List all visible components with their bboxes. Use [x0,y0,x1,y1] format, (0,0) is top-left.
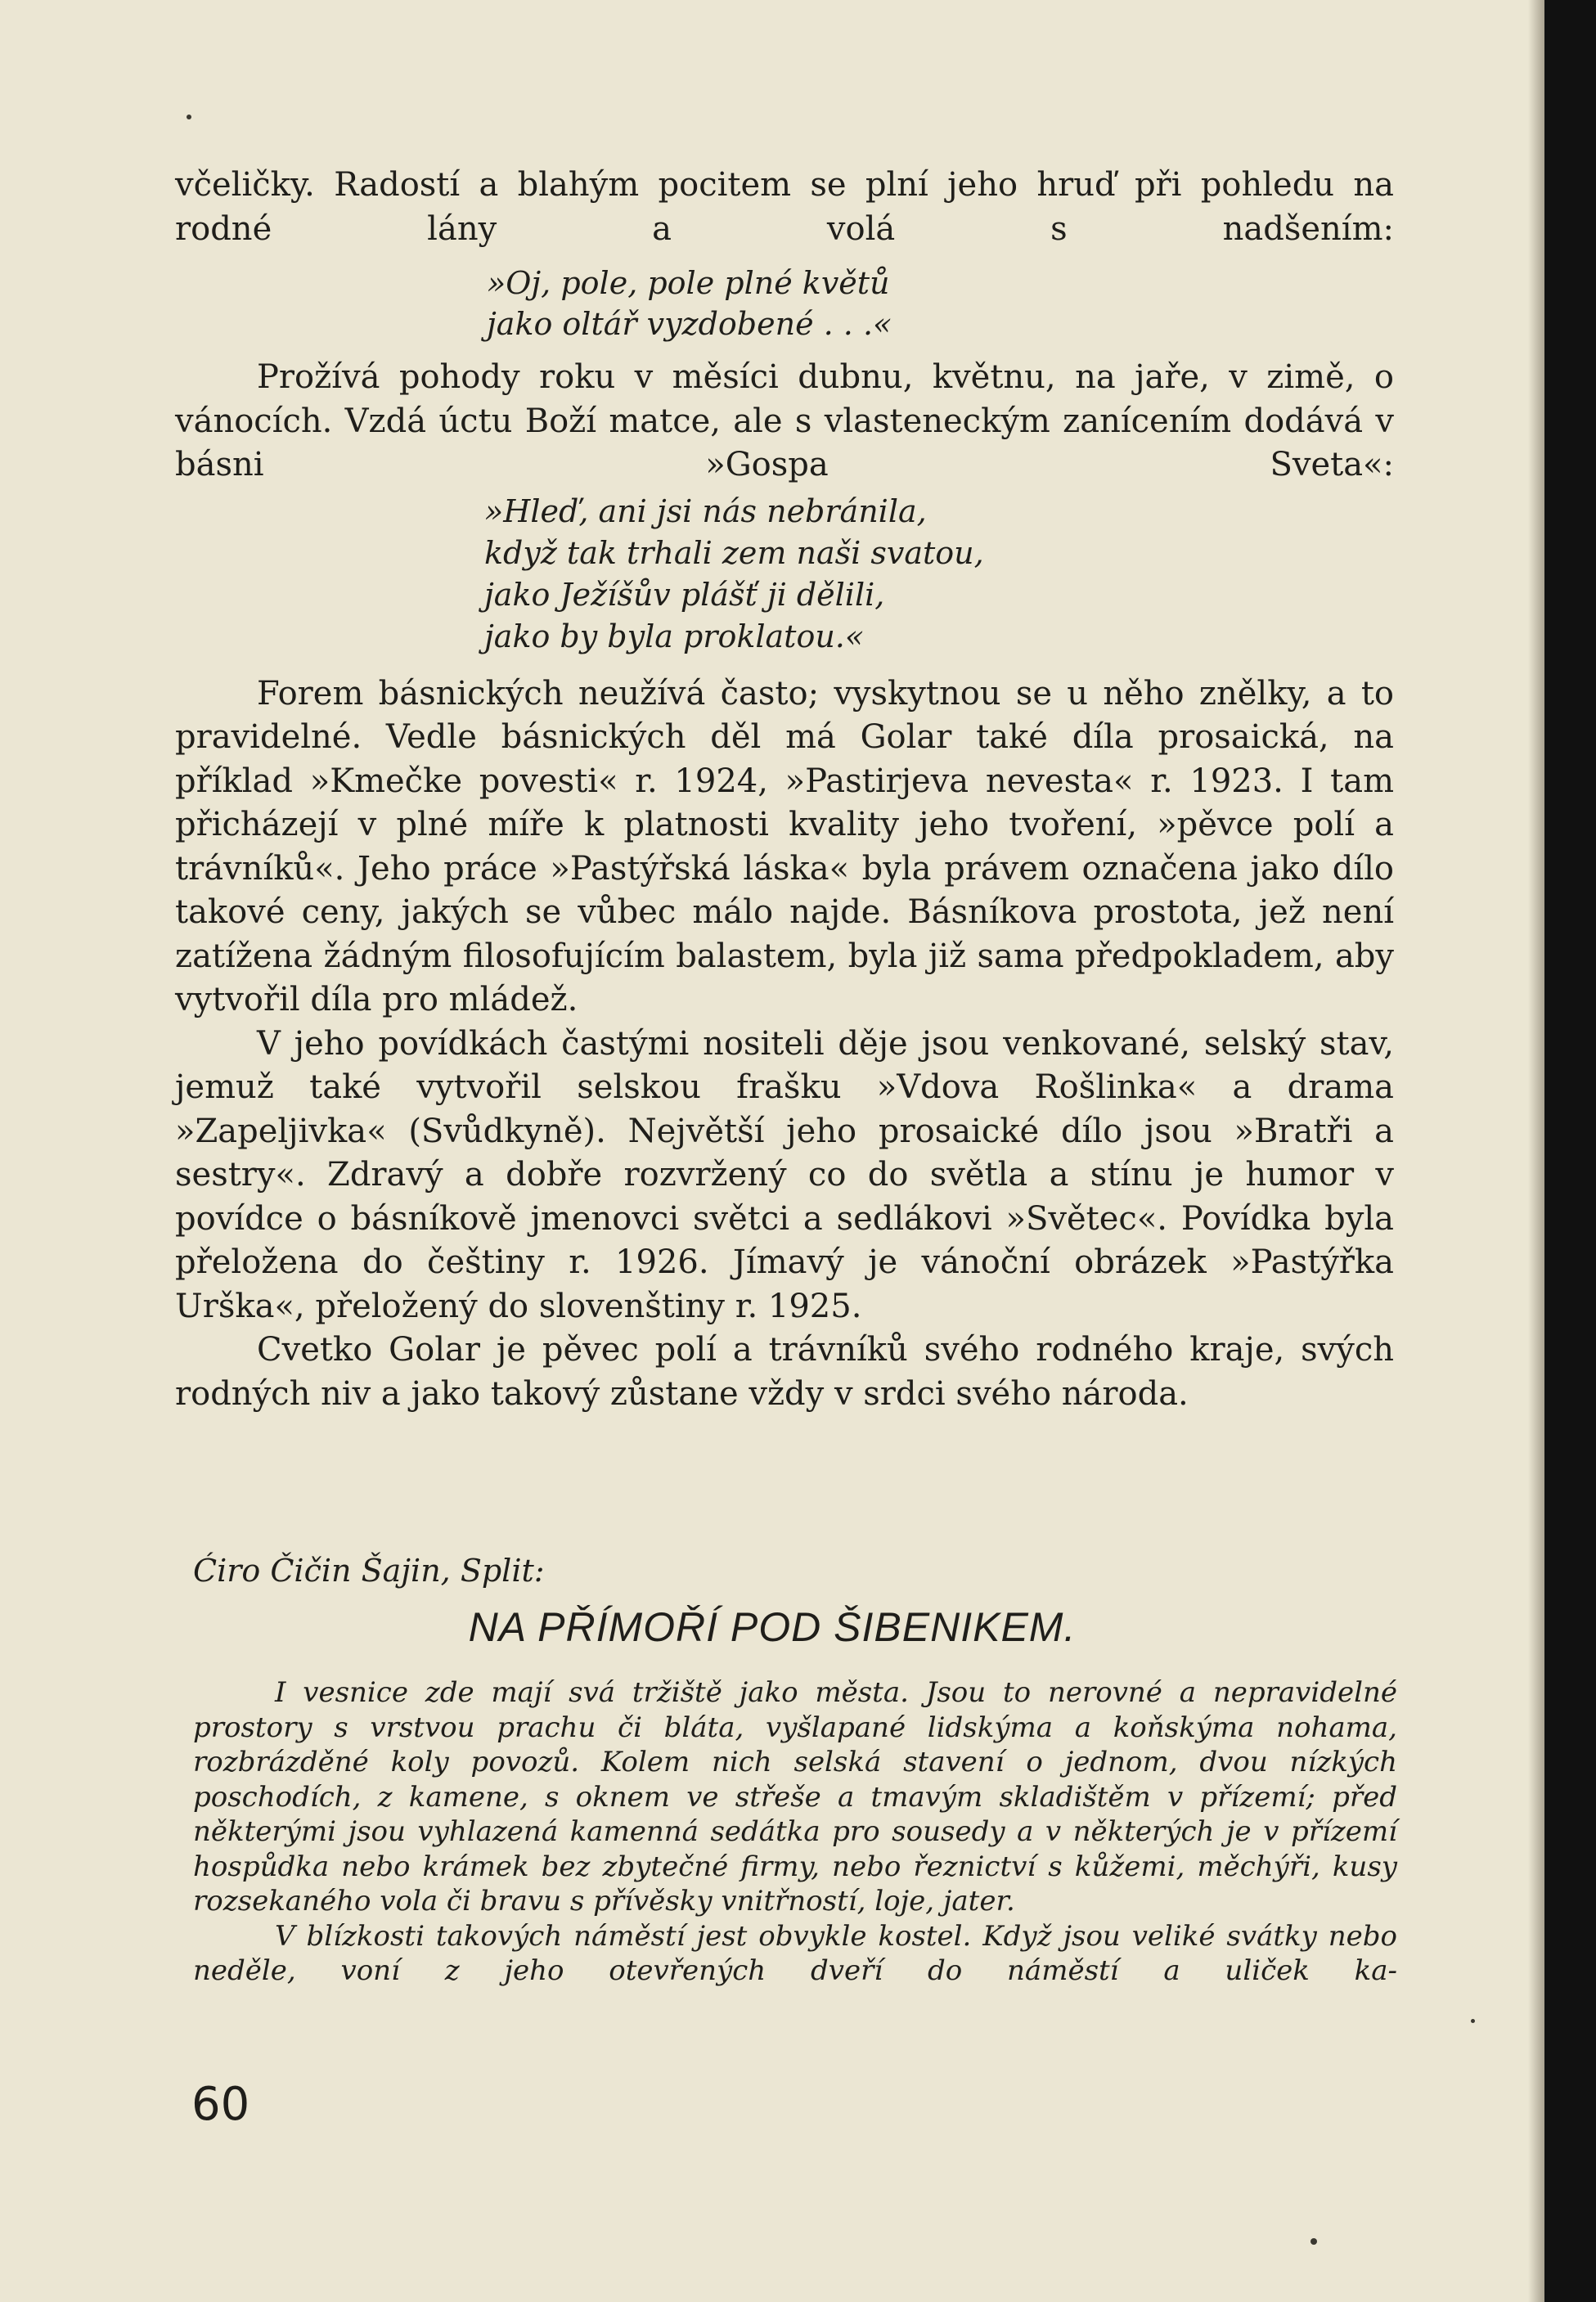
verse-line: jako oltář vyzdobené . . .« [487,306,892,342]
page-number: 60 [191,2078,250,2131]
story-author: Ćiro Čičin Šajin, Split: [193,1553,545,1589]
paragraph: včeličky. Radostí a blahým pocitem se plní jeho hruď při pohledu na rodné lány a volá s nadšením: [175,166,1394,248]
paragraph: Prožívá pohody roku v měsíci dubnu, květnu, na jaře, v zimě, o vánocích. Vzdá úctu Boží matce, ale s vlasteneckým zanícením dodává v básni »Gospa Sveta«: [175,358,1394,483]
verse-line: »Oj, pole, pole plné květů [487,265,890,301]
book-spine [1544,0,1596,2302]
verse-quote [484,491,1394,658]
verse-line: jako by byla proklatou.« [484,618,865,654]
paragraph: V blízkosti takových náměstí jest obvykle kostel. Když jsou veliké svátky nebo neděle, voní z jeho otevřených dveří do náměstí a uliček ka- [193,1919,1397,1987]
ink-speck [187,115,191,119]
verse-line: když tak trhali zem naši svatou, [484,534,984,571]
story-title: NA PŘÍMOŘÍ POD ŠIBENIKEM. [468,1604,1077,1650]
page-edge-shadow [1528,0,1544,2302]
story-text [193,1675,1397,1989]
paragraph: V jeho povídkách častými nositeli děje jsou venkované, selský stav, jemuž také vytvořil selskou frašku »Vdova Rošlinka« a drama »Zapeljivka« (Svůdkyně). Největší jeho prosaické dílo jsou »Bratři a sestry«. Zdravý a dobře rozvržený co do světla a stínu je humor v povídce o básníkově jmenovci světci a sedlákovi »Světec«. Povídka byla přeložena do češtiny r. 1926. Jímavý je vánoční obrázek »Pastýřka Urška«, přeložený do slovenštiny r. 1925. [175,1024,1394,1325]
paragraph: Forem básnických neužívá často; vyskytnou se u něho znělky, a to pravidelné. Vedle básnických děl má Golar také díla prosaická, na příklad »Kmečke povesti« r. 1924, »Pastirjeva nevesta« r. 1923. I tam přicházejí v plné míře k platnosti kvality jeho tvoření, »pěvce polí a trávníků«. Jeho práce »Pastýřská láska« byla právem označena jako dílo takové ceny, jakých se vůbec málo najde. Básníkova prostota, jež není zatížena žádným filosofujícím balastem, byla již sama předpokladem, aby vytvořil díla pro mládež. [175,674,1394,1018]
ink-speck [1311,2238,1317,2245]
paragraph: I vesnice zde mají svá tržiště jako města. Jsou to nerovné a nepravidelné prostory s vrstvou prachu či bláta, vyšlapané lidskýma a koňskýma nohama, rozbrázděné koly povozů. Kolem nich selská stavení o jednom, dvou nízkých poschodích, z kamene, s oknem ve střeše a tmavým skladištěm v přízemí; před některými jsou vyhlazená kamenná sedátka pro sousedy a v některých je v přízemí hospůdka nebo krámek bez zbytečné firmy, nebo řeznictví s kůžemi, měchýři, kusy rozsekaného vola či bravu s přívěsky vnitřností, loje, jater. [193,1676,1397,1918]
verse-quote [487,263,1394,344]
verse-line: »Hleď, ani jsi nás nebránila, [484,492,927,529]
ink-speck [1471,2019,1475,2023]
paragraph: Cvetko Golar je pěvec polí a trávníků svého rodného kraje, svých rodných niv a jako takový zůstane vždy v srdci svého národa. [175,1331,1394,1413]
main-text [175,164,1394,1416]
verse-line: jako Ježíšův plášť ji dělili, [484,576,885,613]
